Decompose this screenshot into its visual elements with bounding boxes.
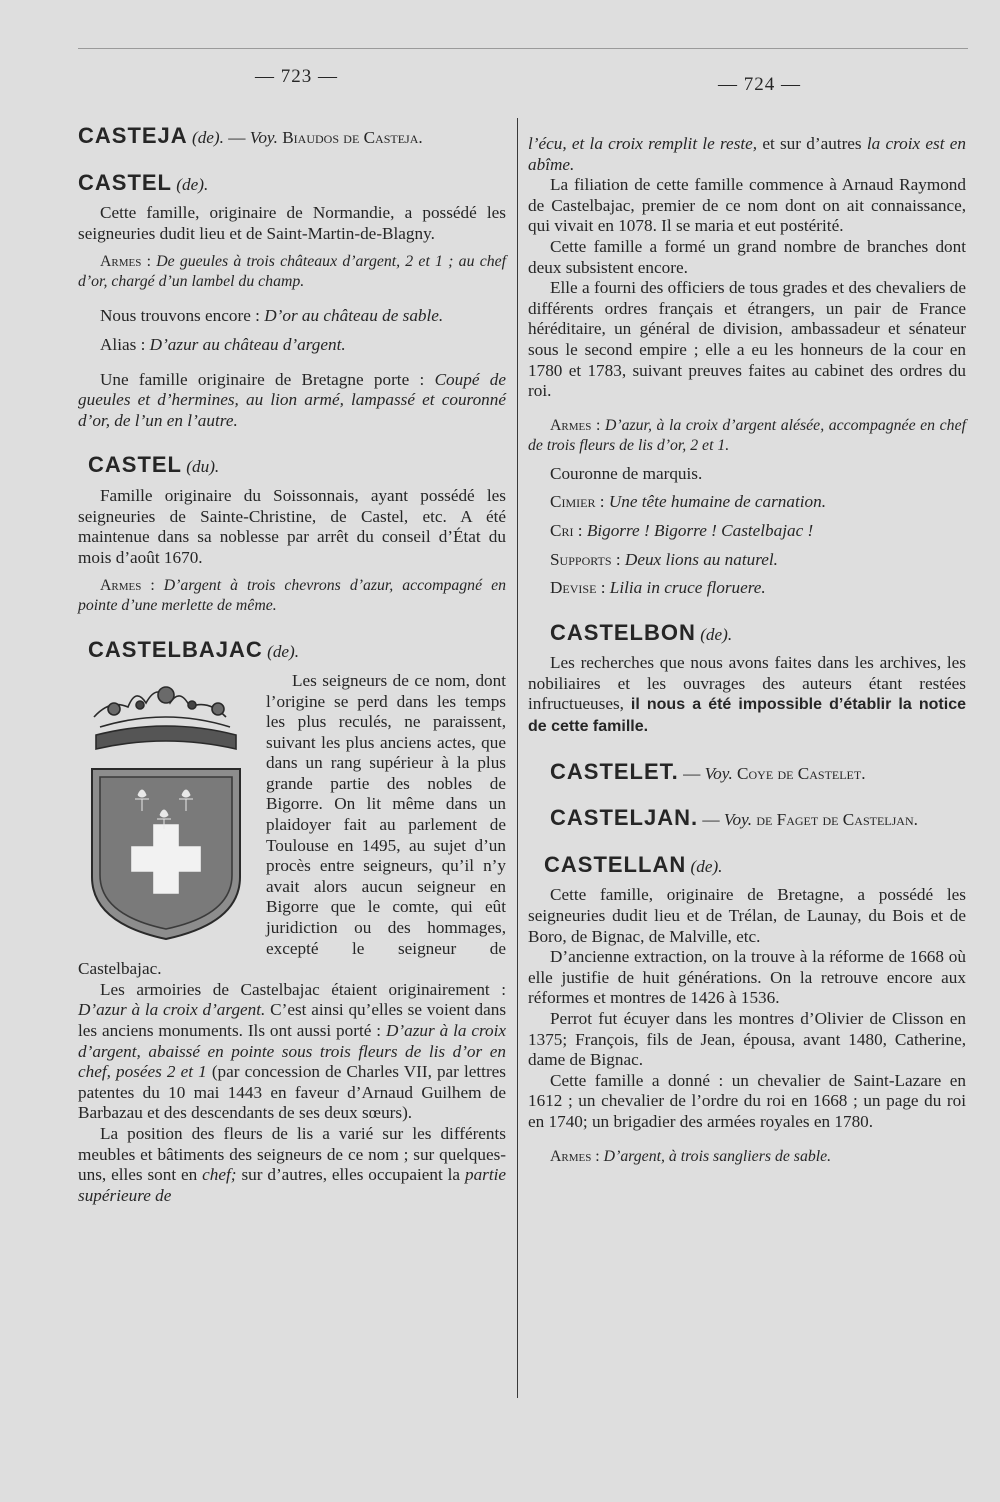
castelbajac-supports [528,550,966,571]
heading-castel-de [78,169,506,196]
heading-casteja: CASTEJA [78,123,188,148]
castelbajac-cri [528,521,966,542]
heading-castelbajac [78,637,506,663]
particle: (de). [267,642,300,662]
voy-label: Voy. [249,128,278,147]
value: Une tête humaine de carnation. [608,492,827,512]
value: Deux lions au naturel. [624,549,778,569]
entry-castelet [528,758,966,785]
blazon-text: D’or au château de sable. [264,306,444,326]
text-run: Les armoiries de Castelbajac étaient originairement : [100,979,506,999]
blazon-text: D’azur à la croix d’argent. [78,1000,266,1020]
armes-text: D’azur, à la croix d’argent alésée, accompagnée en chef de trois fleurs de lis d’or, 2 et 1. [528,416,966,454]
text-run: (par concession de Charles VII, par lettres patentes du 10 mai 1443 en faveur d’Arnaud Guilhem de Barbazau et des descendants de ses deux sœurs). [78,1062,506,1123]
italic-run: l’écu, et la croix remplit le reste, [528,134,758,153]
blazon-text: D’azur à la croix d’argent, abaissé en pointe sous trois fleurs de lis d’or en chef, posées 2 et 1 [78,1021,507,1082]
castelbajac-armes [528,416,966,456]
castelbajac-paragraph-1: Les seigneurs de ce nom, dont l’origine se perd dans les temps les plus reculés, ne paraissent, suivant les plus anciens actes, que dans un rang supérieur à la plus grande partie des nobles de Bigorre. On lit même dans un plaidoyer fait au parlement de Toulouse en 1495, au sujet d’un procès entre seigneurs, qu’il n’y avait alors aucun seigneur en Bigorre que le comte, qui eût juridiction ou des hommages, excepté le seigneur de Castelbajac. [78,670,506,979]
heading-castellan [528,851,966,878]
castellan-armes [528,1147,966,1167]
particle: (de). [176,174,209,194]
value: Bigorre ! Bigorre ! Castelbajac ! [586,520,814,540]
cross-reference: Coye de Castelet. [737,763,866,783]
italic-run: partie supérieure de [78,1165,507,1205]
dash: — [702,810,720,830]
armes-label: Armes : [550,416,601,434]
castel-du-armes [78,576,506,616]
cross-reference: Biaudos de Casteja. [282,128,423,147]
value: Lilia in cruce floruere. [609,578,766,598]
castelbajac-continuation [528,134,966,175]
heading-name: CASTELET. [550,758,679,784]
castel-de-armes [78,252,506,292]
castellan-paragraph-3: Perrot fut écuyer dans les montres d’Olivier de Clisson en 1375; François, fils de Jean, épousa, avant 1480, Catherine, dame de Bignac. [528,1009,966,1070]
armes-text: De gueules à trois châteaux d’argent, 2 et 1 ; au chef d’or, chargé d’un lambel du champ. [78,253,507,291]
blazon-text: D’azur au château d’argent. [149,334,346,354]
castelbajac-devise [528,578,966,599]
armes-label: Armes : [100,577,155,595]
castelbajac-filiation: La filiation de cette famille commence à Arnaud Raymond de Castelbajac, premier de ce nom dont on ait connaissance, qui vivait en 1078. Il se maria et eut postérité. [528,175,966,236]
lead-text: Une famille originaire de Bretagne porte : [100,369,425,389]
page-number-right: — 724 — [718,74,801,95]
right-column [528,134,966,1167]
label: Devise : [550,578,606,598]
particle: (de). [690,856,723,876]
cross-reference: de Faget de Casteljan. [756,810,918,830]
label: Supports : [550,549,621,569]
blazon-text: Coupé de gueules et d’hermines, au lion armé, lampassé et couronné d’or, de l’un en l’autre. [78,369,506,430]
label: Cri : [550,520,583,540]
armes-text: D’argent à trois chevrons d’azur, accompagné en pointe d’une merlette de même. [78,577,507,615]
heading-castel-du [78,452,506,478]
lead-text: Nous trouvons encore : [100,306,260,326]
heading-castelbon [528,619,966,646]
castel-de-paragraph: Cette famille, originaire de Normandie, a possédé les seigneuries dudit lieu et de Saint-Martin-de-Blagny. [78,203,506,243]
heading-name: CASTELJAN. [550,805,699,831]
castelbajac-coat-of-arms-image [80,677,252,945]
dash: — [228,128,246,147]
bold-run: il nous a été impossible d’établir la notice de cette famille. [528,696,966,736]
heading-name: CASTELLAN [544,851,687,877]
text-run: et sur d’autres [762,134,862,153]
page-number-left: — 723 — [255,66,338,87]
voy-label: Voy. [723,810,753,830]
entry-casteljan [528,805,966,831]
castelbajac-couronne: Couronne de marquis. [550,463,703,483]
castelbajac-paragraph-3 [78,1124,506,1206]
castelbon-paragraph [528,653,966,737]
dash: — [683,763,701,783]
voy-label: Voy. [704,763,733,783]
armes-label: Armes : [100,253,151,271]
castelbajac-branches: Cette famille a formé un grand nombre de branches dont deux subsistent encore. [528,236,966,277]
castellan-paragraph-1: Cette famille, originaire de Bretagne, a possédé les seigneuries dudit lieu et de Trélan, de Launay, du Bois et de Boro, de Bignac, de Malville, etc. [528,885,966,946]
castel-du-paragraph: Famille originaire du Soissonnais, ayant possédé les seigneuries de Sainte-Christine, de Castel, etc. A été maintenue dans sa noblesse par arrêt du conseil d’État du mois d’août 1670. [78,485,506,567]
text-run: Les recherches que nous avons faites dans les archives, les nobiliaires et les ouvrages des auteurs étant restées infructueuses, [528,653,966,714]
castellan-paragraph-2: D’ancienne extraction, on la trouve à la réforme de 1668 où elle justifie de huit générations. On la retrouve encore aux réformes et montres de 1426 à 1536. [528,947,966,1008]
top-rule [78,48,968,49]
column-divider [517,118,518,1398]
armes-text: D’argent, à trois sangliers de sable. [603,1147,832,1165]
particle: (de). [700,624,733,644]
particle: (de). [191,128,224,147]
castellan-paragraph-4: Cette famille a donné : un chevalier de Saint-Lazare en 1612 ; un chevalier de l’ordre du roi en 1668 ; un page du roi en 1740; un brigadier des armées royales en 1780. [528,1070,966,1131]
heading-name: CASTELBAJAC [88,637,263,663]
italic-run: la croix est en abîme. [528,134,966,174]
castel-de-encore [78,306,506,327]
italic-run: chef; [202,1165,237,1185]
text-run: C’est ainsi qu’elles se voient dans les anciens monuments. Ils ont aussi porté : [78,1000,507,1040]
castel-de-bretagne [78,370,506,432]
heading-name: CASTEL [88,452,182,478]
heading-name: CASTELBON [550,619,696,645]
castelbajac-officiers: Elle a fourni des officiers de tous grades et des chevaliers de différents ordres français et étrangers, un pair de France héréditaire, un général de division, ambassadeur et sénateur sous le second empire ; elle a eu les honneurs de la cour en 1780 et 1783, suivant preuves faites au cabinet des ordres du roi. [528,278,966,401]
castelbajac-cimier [528,492,966,513]
left-column [78,123,507,1206]
text-run: sur d’autres, elles occupaient la [241,1165,461,1185]
castelbajac-paragraph-2 [78,980,506,1124]
castel-de-alias [78,335,506,356]
entry-casteja [78,123,506,149]
heading-name: CASTEL [78,169,172,195]
lead-text: Alias : [100,334,146,354]
label: Cimier : [550,492,605,512]
armes-label: Armes : [550,1147,600,1165]
particle: (du). [186,457,220,477]
text-run: La position des fleurs de lis a varié sur les différents meubles et bâtiments des seigneurs de ce nom ; sur quelques-uns, elles sont en [78,1123,506,1185]
